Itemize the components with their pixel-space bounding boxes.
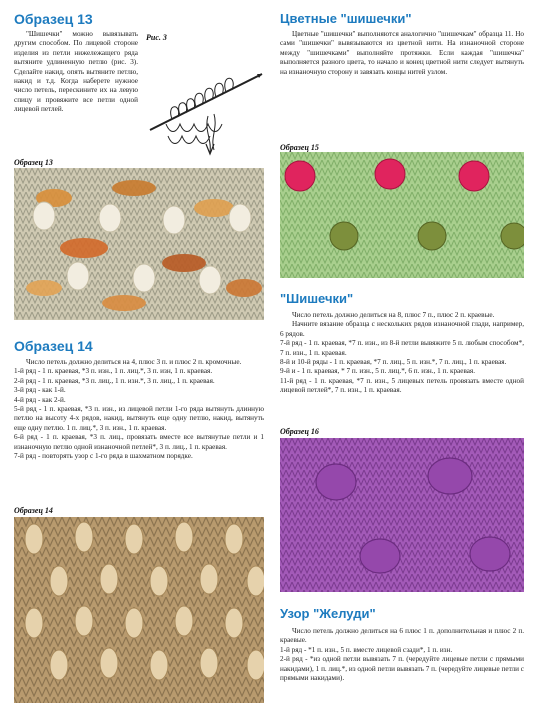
bobbles-line: Число петель должно делиться на 8, плюс 7 п., плюс 2 п. краевые. <box>292 311 495 319</box>
photo-14-caption: Образец 14 <box>14 506 53 515</box>
acorns-title: Узор "Желуди" <box>280 606 376 621</box>
sample-14-line: 4-й ряд - как 2-й. <box>14 395 66 404</box>
bobbles-title: "Шишечки" <box>280 291 354 306</box>
colored-bobbles-title: Цветные "шишечки" <box>280 11 412 26</box>
sample-14-text <box>14 358 264 461</box>
sample-13-title: Образец 13 <box>14 11 93 27</box>
bobbles-line: 8-й и 10-й ряды - 1 п. краевая, *7 п. лиц., 5 п. изн.*, 7 п. лиц., 1 п. краевая. <box>280 358 507 367</box>
acorns-line: 1-й ряд - *1 п. изн., 5 п. вместе лицевой сзади*, 1 п. изн. <box>280 645 453 654</box>
photo-sample-13 <box>14 168 264 320</box>
bobbles-text <box>280 311 524 396</box>
sample-14-line: Число петель должно делиться на 4, плюс 3 п. и плюс 2 п. кромочные. <box>26 358 242 366</box>
sample-14-line: 2-й ряд - 1 п. краевая, *3 п. лиц., 1 п. изн.*, 3 п. лиц., 1 п. краевая. <box>14 376 215 385</box>
sample-14-line: 7-й ряд - повторять узор с 1-го ряда в шахматном порядке. <box>14 452 193 461</box>
photo-13-caption: Образец 13 <box>14 158 53 167</box>
acorns-line: Число петель должно делиться на 6 плюс 1 п. дополнительная и плюс 2 п. краевые. <box>280 627 524 645</box>
figure-3-label: Рис. 3 <box>146 33 167 42</box>
photo-sample-14 <box>14 517 264 703</box>
bobbles-line: 9-й и - 1 п. краевая, * 7 п. изн., 5 п. лиц.*, 6 п. изн., 1 п. краевая. <box>280 367 476 376</box>
sample-14-line: 5-й ряд - 1 п. краевая, *3 п. изн., из лицевой петли 1-го ряда вытянуть длинную петлю на высоту 4-х рядов, накид, вытянуть еще одну петлю, накид, вытянуть еще одну петлю. 1 п. лиц.*, 3 п. изн., 1 п. краевая. <box>14 405 264 432</box>
photo-15-caption: Образец 15 <box>280 143 319 152</box>
photo-16-caption: Образец 16 <box>280 427 319 436</box>
acorns-text <box>280 627 524 683</box>
figure-3-needle-diagram <box>146 44 266 160</box>
photo-sample-16 <box>280 438 524 592</box>
sample-14-line: 6-й ряд - 1 п. краевая, *3 п. лиц., провязать вместе все вытянутые петли и 1 изнаночную петлю одной изнаночной петлей*, 3 п. лиц., 1 п. краевая. <box>14 433 264 451</box>
photo-sample-15 <box>280 152 524 278</box>
colored-bobbles-text: Цветные "шишечки" выполняются аналогично "шишечкам" образца 11. Но сами "шишечки" вывязываются из цветной нити. На изнаночной стороне между "шишечками" выполняйте протяжки. Если каждая "шишечка" выполняется разного цвета, то начало и конец цветной нити следует вытянуть на изнаночную сторону и завязать концы нитей узлом. <box>280 30 524 76</box>
bobbles-line: 7-й ряд - 1 п. краевая, *7 п. изн., из 8-й петли вывяжите 5 п. любым способом*, 7 п. изн., 1 п. краевая. <box>280 339 524 357</box>
sample-14-line: 1-й ряд - 1 п. краевая, *3 п. изн., 1 п. лиц.*, 3 п. изн, 1 п. краевая. <box>14 367 213 376</box>
acorns-line: 2-й ряд - *из одной петли вывязать 7 п. (чередуйте лицевые петли с прямыми накидами), 1 п. лиц.*, из одной петли вывязать 7 п. (чередуйте лицевые петли с прямыми накидами). <box>280 655 524 683</box>
sample-14-title: Образец 14 <box>14 338 93 354</box>
sample-13-text: "Шишечки" можно вывязывать другим способом. По лицевой стороне изделия из петли нижележащего ряда вытяните удлиненную петлю (рис. 3). Сделайте накид, опять вытяните петлю, накид и т.д. Когда наберете нужное число петель, перескините их на левую спицу и провяжите все петли одной лицевой петлей. <box>14 30 138 114</box>
bobbles-line: Начните вязание образца с нескольких рядов изнаночной глади, например, 6 рядов. <box>280 320 524 338</box>
bobbles-line: 11-й ряд - 1 п. краевая, *7 п. изн., 5 лицевых петель провязать вместе одной лицевой петлей*, 7 п. изн., 1 п. краевая. <box>280 376 524 395</box>
sample-14-line: 3-й ряд - как 1-й. <box>14 386 66 395</box>
